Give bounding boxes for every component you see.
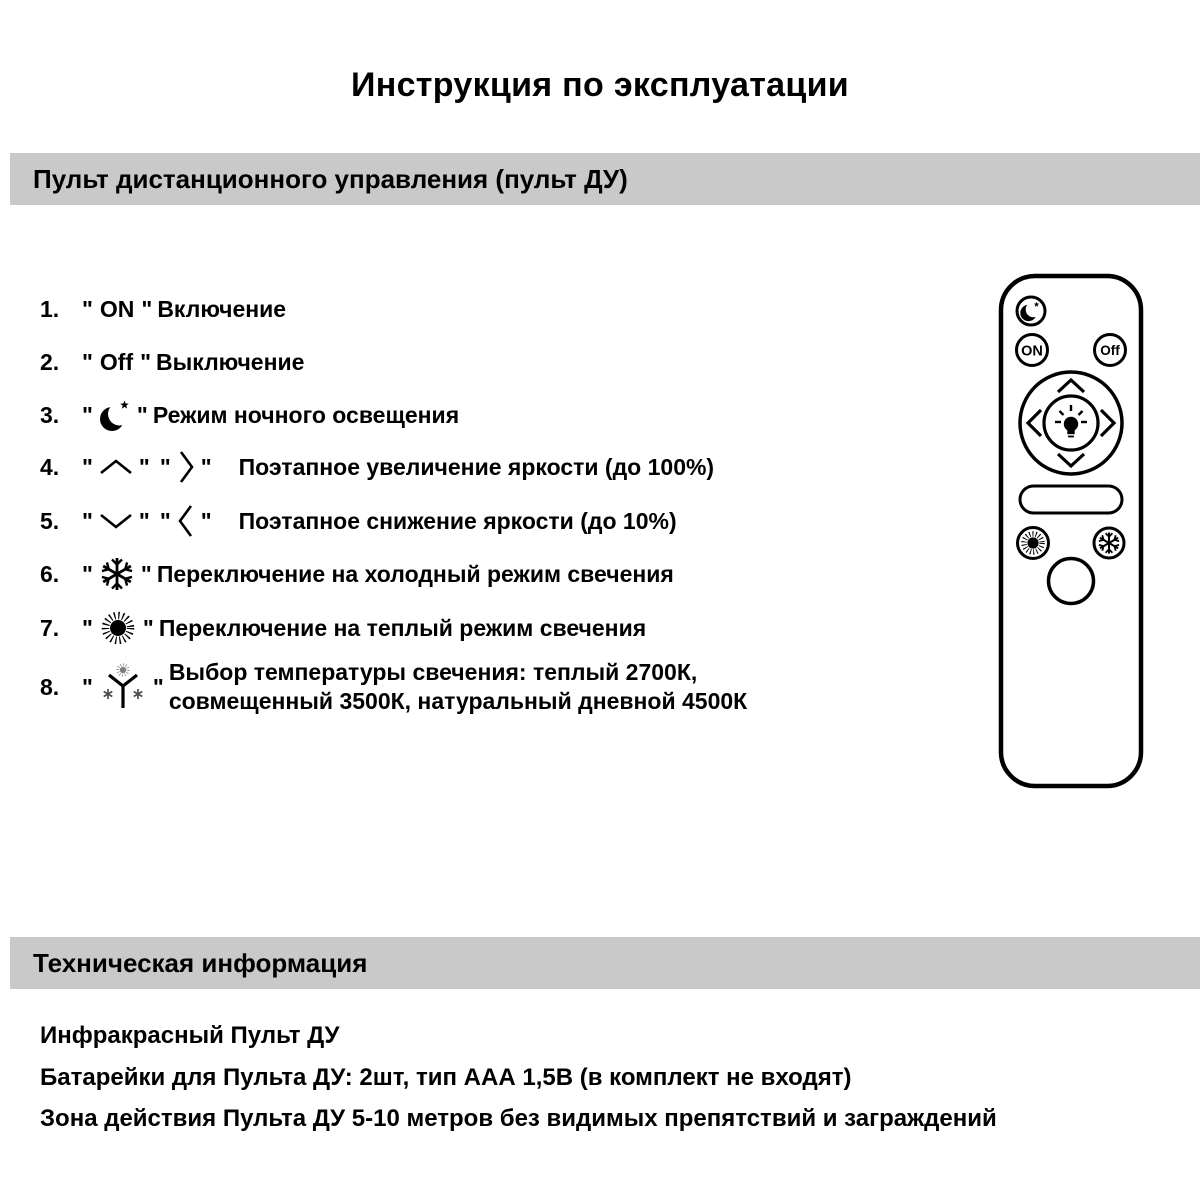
- temperature-select-icon: [98, 662, 148, 712]
- sun-icon: [98, 608, 138, 648]
- item-number: 7.: [40, 615, 60, 641]
- item-number: 2.: [40, 349, 60, 375]
- item-text: [169, 658, 929, 716]
- item-text: Поэтапное снижение яркости (до 10%): [238, 508, 677, 534]
- on-button: [1017, 335, 1048, 366]
- instruction-item-3: [40, 395, 459, 435]
- instruction-item-7: [40, 608, 646, 648]
- tech-info-line: Батарейки для Пульта ДУ: 2шт, тип ААА 1,5В (в комплект не входят): [40, 1064, 852, 1091]
- open-quote: ": [82, 615, 93, 641]
- chevron-down-icon: [98, 511, 134, 531]
- item-text: Поэтапное увеличение яркости (до 100%): [238, 454, 715, 480]
- close-quote: ": [138, 454, 150, 480]
- instruction-item-1: [40, 292, 286, 326]
- remote-control-drawing: [997, 272, 1145, 790]
- item-number: 8.: [40, 674, 60, 700]
- open-quote: ": [159, 508, 171, 534]
- close-quote: ": [152, 674, 164, 700]
- item-text: Включение: [157, 296, 287, 322]
- mini-snowflake-icon: [134, 689, 143, 699]
- pill-button: [1020, 486, 1122, 513]
- item-text: Выключение: [156, 349, 305, 375]
- section-header-remote-label: Пульт дистанционного управления (пульт ДУ): [33, 163, 628, 194]
- on-button-text: ON: [1021, 343, 1043, 360]
- round-button: [1049, 559, 1094, 604]
- section-header-tech: [10, 937, 1200, 989]
- close-quote: ": [140, 349, 152, 375]
- instruction-item-2: [40, 345, 304, 379]
- close-quote: ": [200, 454, 212, 480]
- item-text: Переключение на холодный режим свечения: [156, 561, 674, 587]
- chevron-right-icon: [176, 449, 196, 485]
- on-button-label: ON: [99, 296, 135, 322]
- item-number: 6.: [40, 561, 60, 587]
- item-number: 5.: [40, 508, 60, 534]
- cold-button: [1094, 528, 1124, 558]
- item-number: 1.: [40, 296, 60, 322]
- close-quote: ": [141, 296, 153, 322]
- mini-snowflake-icon: [104, 689, 113, 699]
- instruction-item-5: [40, 503, 677, 539]
- open-quote: ": [82, 508, 93, 534]
- snowflake-icon: [98, 555, 136, 593]
- close-quote: ": [200, 508, 212, 534]
- instruction-item-8: [40, 658, 929, 716]
- instruction-item-6: [40, 555, 674, 593]
- section-header-remote: [10, 153, 1200, 205]
- open-quote: ": [82, 296, 93, 322]
- tech-info-line: Инфракрасный Пульт ДУ: [40, 1022, 340, 1049]
- close-quote: ": [138, 508, 150, 534]
- item-text-line2: совмещенный 3500К, натуральный дневной 4500К: [168, 688, 748, 714]
- instruction-item-4: [40, 449, 714, 485]
- off-button-text: Off: [1100, 343, 1120, 358]
- open-quote: ": [82, 402, 93, 428]
- night-mode-button: [1017, 297, 1045, 325]
- off-button: [1095, 335, 1126, 366]
- off-button-label: Off: [99, 349, 134, 375]
- close-quote: ": [142, 615, 154, 641]
- chevron-up-icon: [98, 457, 134, 477]
- close-quote: ": [140, 561, 152, 587]
- item-number: 4.: [40, 454, 60, 480]
- item-text: Режим ночного освещения: [152, 402, 460, 428]
- dpad: [1020, 372, 1122, 474]
- item-number: 3.: [40, 402, 60, 428]
- open-quote: ": [82, 674, 93, 700]
- tech-info-line: Зона действия Пульта ДУ 5-10 метров без видимых препятствий и заграждений: [40, 1105, 997, 1132]
- moon-icon: [98, 395, 132, 435]
- open-quote: ": [159, 454, 171, 480]
- open-quote: ": [82, 454, 93, 480]
- item-text-line1: Выбор температуры свечения: теплый 2700К,: [168, 659, 698, 685]
- open-quote: ": [82, 349, 93, 375]
- section-header-tech-label: Техническая информация: [33, 947, 368, 978]
- close-quote: ": [136, 402, 148, 428]
- warm-button: [1018, 528, 1049, 559]
- chevron-left-icon: [176, 503, 196, 539]
- open-quote: ": [82, 561, 93, 587]
- page-title: Инструкция по эксплуатации: [351, 66, 849, 104]
- mini-sun-icon: [118, 665, 128, 675]
- remote-control-illustration: [997, 272, 1145, 790]
- item-text: Переключение на теплый режим свечения: [158, 615, 647, 641]
